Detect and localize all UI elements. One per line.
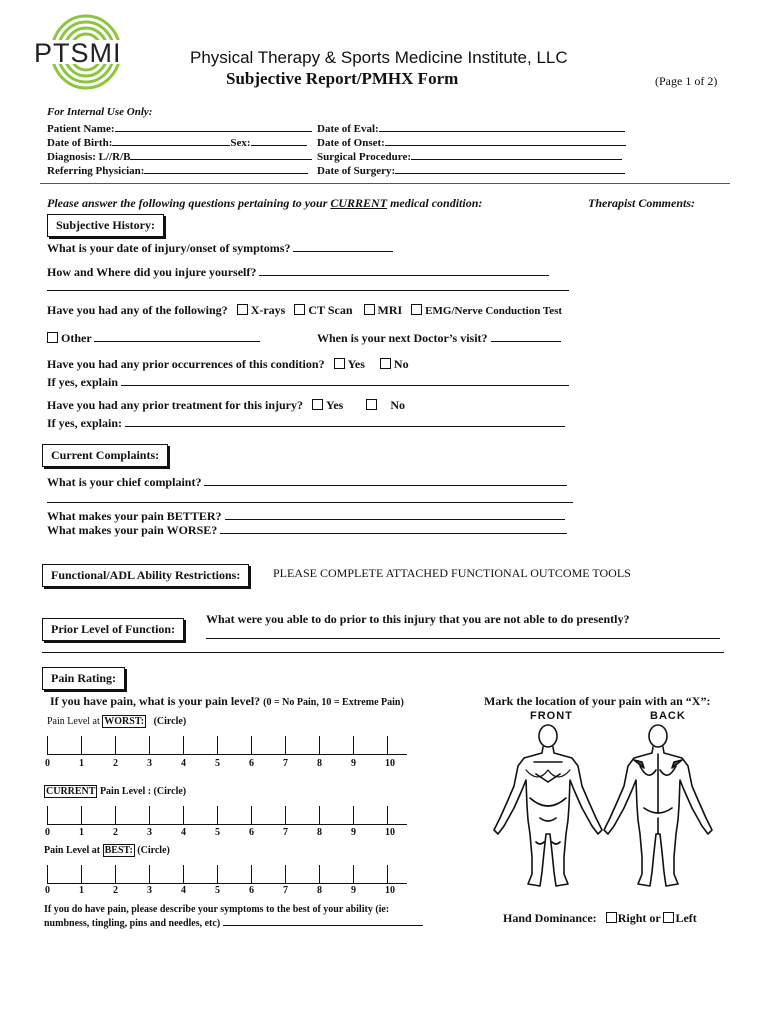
- scale-tick: [251, 865, 252, 883]
- q-how-where: How and Where did you injure yourself?: [47, 265, 257, 279]
- worst-label: Pain Level at WORST: (Circle): [47, 716, 187, 727]
- pain-rating-heading: Pain Rating:: [42, 667, 125, 690]
- worst-pain-scale[interactable]: [47, 736, 407, 755]
- pain-number-8[interactable]: 8: [317, 827, 322, 838]
- scale-tick: [251, 736, 252, 754]
- pain-number-8[interactable]: 8: [317, 758, 322, 769]
- scale-tick: [251, 806, 252, 824]
- surgical-field[interactable]: [411, 148, 622, 160]
- pain-level-question: If you have pain, what is your pain level? (0 = No Pain, 10 = Extreme Pain): [50, 694, 404, 708]
- describe-symptoms-field[interactable]: [223, 916, 423, 926]
- left-hand-checkbox[interactable]: Left: [663, 911, 696, 925]
- pain-number-1[interactable]: 1: [79, 885, 84, 896]
- q-chief-complaint: What is your chief complaint?: [47, 475, 202, 489]
- pain-number-3[interactable]: 3: [147, 758, 152, 769]
- pain-number-9[interactable]: 9: [351, 885, 356, 896]
- internal-title: For Internal Use Only:: [47, 106, 153, 118]
- prior-level-heading: Prior Level of Function:: [42, 618, 184, 641]
- scale-tick: [353, 806, 354, 824]
- patient-name-field[interactable]: [115, 120, 312, 132]
- functional-note: PLEASE COMPLETE ATTACHED FUNCTIONAL OUTCOME TOOLS: [273, 566, 631, 580]
- date-surgery-field[interactable]: [395, 162, 625, 174]
- ct-scan-checkbox[interactable]: CT Scan: [294, 303, 352, 317]
- q-better: What makes your pain BETTER?: [47, 509, 222, 523]
- tests-row: Have you had any of the following? X-rays CT Scan MRI EMG/Nerve Conduction Test: [47, 303, 563, 317]
- scale-tick: [149, 806, 150, 824]
- q-prior-occurrences: Have you had any prior occurrences of this condition?: [47, 357, 325, 371]
- front-label: FRONT: [530, 710, 573, 722]
- pain-number-4[interactable]: 4: [181, 885, 186, 896]
- pain-number-5[interactable]: 5: [215, 885, 220, 896]
- pain-number-5[interactable]: 5: [215, 827, 220, 838]
- emg-checkbox[interactable]: EMG/Nerve Conduction Test: [411, 303, 562, 317]
- page-indicator: (Page 1 of 2): [655, 74, 718, 88]
- pain-number-10[interactable]: 10: [385, 885, 395, 896]
- if-yes-field[interactable]: [121, 374, 569, 386]
- chief-complaint-field-2[interactable]: [47, 502, 573, 503]
- q-prior-treatment: Have you had any prior treatment for this injury?: [47, 398, 304, 412]
- sex-field[interactable]: [251, 134, 307, 146]
- pain-number-6[interactable]: 6: [249, 758, 254, 769]
- scale-tick: [387, 806, 388, 824]
- scale-tick: [115, 736, 116, 754]
- how-where-field[interactable]: [259, 264, 549, 276]
- diagnosis-label: Diagnosis: L//R/B: [47, 151, 131, 163]
- best-label: Pain Level at BEST: (Circle): [44, 845, 170, 856]
- scale-tick: [353, 865, 354, 883]
- pain-number-1[interactable]: 1: [79, 758, 84, 769]
- scale-tick: [47, 806, 48, 824]
- if-yes-label-2: If yes, explain:: [47, 416, 122, 430]
- pain-number-2[interactable]: 2: [113, 885, 118, 896]
- pain-number-4[interactable]: 4: [181, 827, 186, 838]
- prior-level-field-2[interactable]: [42, 652, 724, 653]
- back-body-icon: [604, 725, 712, 886]
- pain-number-8[interactable]: 8: [317, 885, 322, 896]
- dob-field[interactable]: [112, 134, 230, 146]
- patient-name-label: Patient Name:: [47, 123, 115, 135]
- pain-number-3[interactable]: 3: [147, 827, 152, 838]
- scale-tick: [81, 865, 82, 883]
- functional-heading: Functional/ADL Ability Restrictions:: [42, 564, 249, 587]
- date-surgery-label: Date of Surgery:: [317, 165, 396, 177]
- prior-level-question: What were you able to do prior to this injury that you are not able to do presently?: [206, 612, 630, 626]
- pain-number-2[interactable]: 2: [113, 758, 118, 769]
- date-onset-label: Date of Onset:: [317, 137, 385, 149]
- prior-occ-no[interactable]: No: [380, 357, 409, 371]
- pain-number-4[interactable]: 4: [181, 758, 186, 769]
- scale-tick: [217, 806, 218, 824]
- pain-number-9[interactable]: 9: [351, 827, 356, 838]
- date-eval-field[interactable]: [379, 120, 625, 132]
- header-divider: [40, 183, 730, 184]
- scale-tick: [285, 736, 286, 754]
- q-injury-date: What is your date of injury/onset of symptoms?: [47, 241, 291, 255]
- other-field[interactable]: [94, 330, 260, 342]
- scale-tick: [217, 865, 218, 883]
- surgical-label: Surgical Procedure:: [317, 151, 411, 163]
- prior-level-field-1[interactable]: [206, 638, 720, 639]
- prior-occ-yes[interactable]: Yes: [334, 357, 365, 371]
- chief-complaint-field[interactable]: [204, 474, 567, 486]
- xrays-checkbox[interactable]: X-rays: [237, 303, 286, 317]
- scale-tick: [285, 806, 286, 824]
- pain-number-3[interactable]: 3: [147, 885, 152, 896]
- scale-tick: [319, 736, 320, 754]
- therapist-comments-label: Therapist Comments:: [588, 196, 696, 210]
- scale-tick: [183, 865, 184, 883]
- date-eval-label: Date of Eval:: [317, 123, 379, 135]
- current-pain-scale[interactable]: [47, 806, 407, 825]
- instructions: Please answer the following questions pertaining to your CURRENT medical condition:: [47, 196, 483, 210]
- scale-tick: [387, 865, 388, 883]
- pain-number-10[interactable]: 10: [385, 758, 395, 769]
- better-field[interactable]: [225, 508, 565, 520]
- scale-tick: [47, 736, 48, 754]
- scale-tick: [149, 865, 150, 883]
- scale-tick: [81, 736, 82, 754]
- prior-treat-yes[interactable]: Yes: [312, 398, 343, 412]
- other-checkbox[interactable]: Other: [47, 331, 91, 345]
- pain-number-10[interactable]: 10: [385, 827, 395, 838]
- pain-number-0[interactable]: 0: [45, 758, 50, 769]
- scale-tick: [149, 736, 150, 754]
- scale-tick: [319, 865, 320, 883]
- how-where-field-2[interactable]: [47, 290, 569, 291]
- pain-number-7[interactable]: 7: [283, 758, 288, 769]
- pain-number-5[interactable]: 5: [215, 758, 220, 769]
- next-visit-field[interactable]: [491, 330, 561, 342]
- scale-tick: [319, 806, 320, 824]
- scale-tick: [183, 806, 184, 824]
- scale-tick: [353, 736, 354, 754]
- pain-number-7[interactable]: 7: [283, 885, 288, 896]
- mark-location-label: Mark the location of your pain with an “X”:: [484, 694, 711, 708]
- hand-dominance: Hand Dominance: Right or Left: [503, 911, 697, 925]
- pain-number-7[interactable]: 7: [283, 827, 288, 838]
- form-title: Subjective Report/PMHX Form: [226, 69, 459, 88]
- front-body-icon: [494, 725, 602, 886]
- best-pain-scale[interactable]: [47, 865, 407, 884]
- pain-number-0[interactable]: 0: [45, 885, 50, 896]
- worse-field[interactable]: [220, 522, 567, 534]
- scale-tick: [183, 736, 184, 754]
- scale-tick: [81, 806, 82, 824]
- describe-symptoms-line1: If you do have pain, please describe your symptoms to the best of your ability (ie:: [44, 904, 390, 915]
- q-worse: What makes your pain WORSE?: [47, 523, 218, 537]
- q-next-visit: When is your next Doctor’s visit?: [317, 331, 488, 345]
- pain-number-6[interactable]: 6: [249, 827, 254, 838]
- pain-number-9[interactable]: 9: [351, 758, 356, 769]
- pain-number-1[interactable]: 1: [79, 827, 84, 838]
- if-yes-field-2[interactable]: [125, 415, 565, 427]
- scale-tick: [47, 865, 48, 883]
- current-label: CURRENT Pain Level : (Circle): [46, 786, 187, 797]
- current-complaints-heading: Current Complaints:: [42, 444, 168, 467]
- pain-number-2[interactable]: 2: [113, 827, 118, 838]
- pain-number-0[interactable]: 0: [45, 827, 50, 838]
- scale-tick: [217, 736, 218, 754]
- body-diagram[interactable]: [480, 722, 720, 892]
- back-label: BACK: [650, 710, 686, 722]
- referring-label: Referring Physician:: [47, 165, 145, 177]
- logo-text: PTSMI: [34, 38, 122, 68]
- prior-treat-no[interactable]: No: [366, 398, 405, 412]
- scale-tick: [387, 736, 388, 754]
- diagnosis-field[interactable]: [130, 148, 312, 160]
- mri-checkbox[interactable]: MRI: [364, 303, 403, 317]
- scale-tick: [115, 865, 116, 883]
- sex-label: Sex:: [230, 137, 251, 149]
- pain-number-6[interactable]: 6: [249, 885, 254, 896]
- institute-name: Physical Therapy & Sports Medicine Institute, LLC: [190, 48, 568, 67]
- referring-field[interactable]: [144, 162, 308, 174]
- date-onset-field[interactable]: [385, 134, 626, 146]
- subjective-history-heading: Subjective History:: [47, 214, 164, 237]
- if-yes-label: If yes, explain: [47, 375, 119, 389]
- injury-date-field[interactable]: [293, 240, 393, 252]
- scale-tick: [115, 806, 116, 824]
- scale-tick: [285, 865, 286, 883]
- logo: [30, 8, 130, 100]
- dob-label: Date of Birth:: [47, 137, 113, 149]
- right-hand-checkbox[interactable]: Right: [606, 911, 647, 925]
- describe-symptoms-line2: numbness, tingling, pins and needles, etc): [44, 918, 221, 929]
